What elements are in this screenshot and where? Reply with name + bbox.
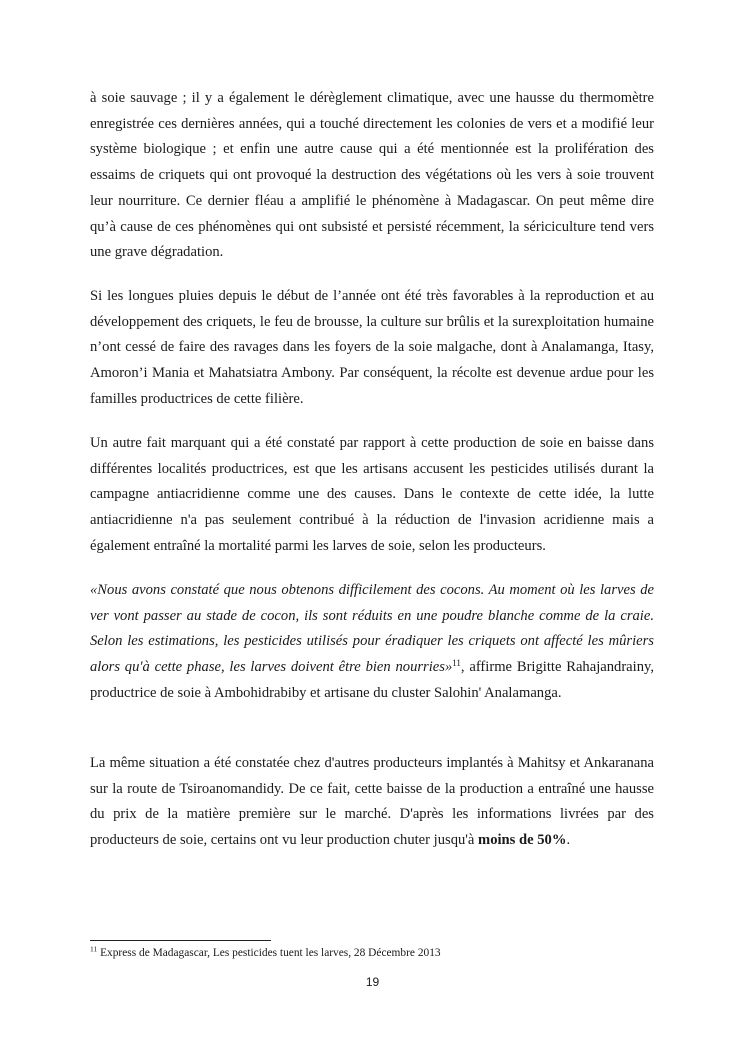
paragraph-5-body: La même situation a été constatée chez d'autres producteurs implantés à Mahitsy et Ankaranana sur la route de Tsiroanomandidy. De ce fait, cette baisse de la production a entraîné une hausse du prix de la matière première sur le marché. D'après les informations livrées par des producteurs de soie, certains ont vu leur production chuter jusqu'à xyxy=(90,755,654,849)
paragraph-1-text: à soie sauvage ; il y a également le dérèglement climatique, avec une hausse du thermomètre enregistrée ces dernières années, qui a touché directement les colonies de vers et a modifié leur système biologique ; et enfin une autre cause qui a été mentionnée est la prolifération des essaims de criquets qui ont provoqué la destruction des végétations où les vers à soie trouvent leur nourriture. Ce dernier fléau a amplifié le phénomène à Madagascar. On peut même dire qu’à cause de ces phénomènes qui ont subsisté et persisté récemment, la sériciculture tend vers une grave dégradation. xyxy=(90,90,654,261)
quote-attribution: , affirme Brigitte Rahajandrainy, productrice de soie à Ambohidrabiby et artisane du cluster Salohin' Analamanga. xyxy=(90,659,655,701)
paragraph-3 xyxy=(90,431,654,560)
paragraph-2 xyxy=(90,284,654,413)
paragraph-3-text: Un autre fait marquant qui a été constaté par rapport à cette production de soie en baisse dans différentes localités productrices, est que les artisans accusent les pesticides utilisés durant la campagne antiacridienne comme une des causes. Dans le contexte de cette idée, la lutte antiacridienne n'a pas seulement contribué à la réduction de l'invasion acridienne mais a également entraîné la mortalité parmi les larves de soie, selon les producteurs. xyxy=(90,435,654,554)
footnote-divider xyxy=(90,940,271,941)
paragraph-5-text xyxy=(90,751,654,854)
paragraph-5-end: . xyxy=(566,832,571,849)
quote-paragraph xyxy=(90,578,654,707)
producer-quote: «Nous avons constaté que nous obtenons difficilement des cocons. Au moment où les larves de ver vont passer au stade de cocon, ils sont réduits en une poudre blanche comme de la craie. Selon les estimations, les pesticides utilisés pour éradiquer les criquets ont affecté les mûriers alors qu'à cette phase, les larves doivent être bien nourries» xyxy=(90,582,654,676)
paragraph-5 xyxy=(90,751,654,854)
paragraph-2-text: Si les longues pluies depuis le début de l’année ont été très favorables à la reproduction et au développement des criquets, le feu de brousse, la culture sur brûlis et la surexploitation humaine n’ont cessé de faire des ravages dans les foyers de la soie malgache, dont à Analamanga, Itasy, Amoron’i Mania et Mahatsiatra Ambony. Par conséquent, la récolte est devenue ardue pour les familles productrices de cette filière. xyxy=(90,288,654,407)
footnote-number: 11 xyxy=(90,944,98,954)
quote-paragraph-text xyxy=(90,578,654,707)
emphasis-bold: moins de 50% xyxy=(478,832,567,849)
page-number: 19 xyxy=(365,975,380,989)
footnote xyxy=(90,944,654,962)
footnote-reference[interactable]: 11 xyxy=(452,658,461,669)
footnote-text: Express de Madagascar, Les pesticides tuent les larves, 28 Décembre 2013 xyxy=(97,947,441,959)
paragraph-1 xyxy=(90,86,654,266)
